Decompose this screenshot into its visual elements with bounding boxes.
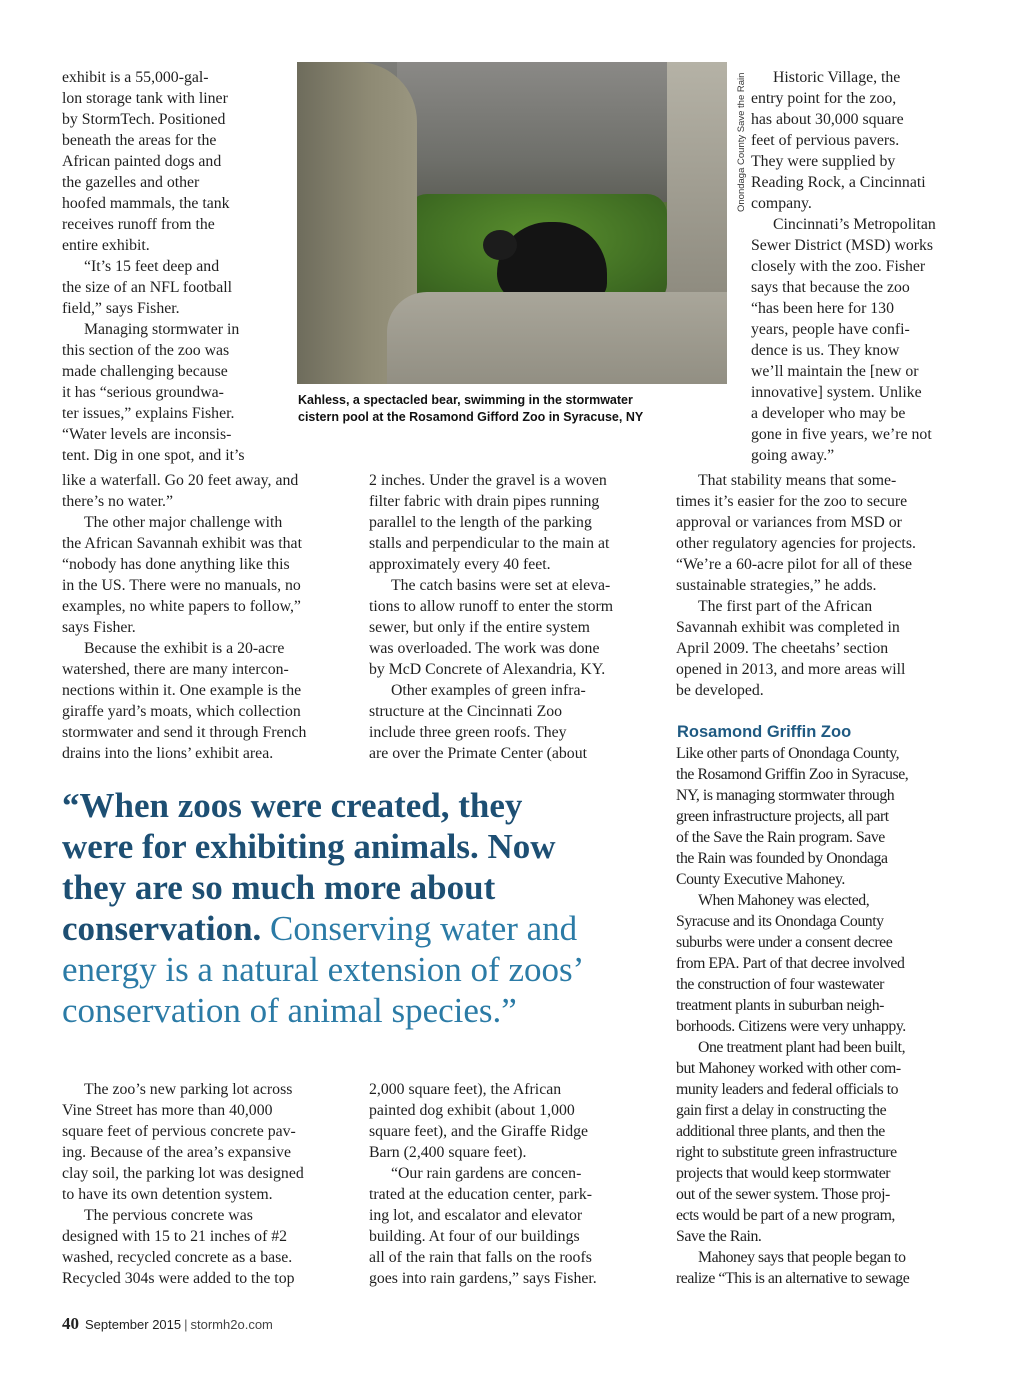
text-line: Savannah exhibit was completed in xyxy=(676,619,900,636)
text-line: made challenging because xyxy=(62,363,228,380)
text-line: ter issues,” explains Fisher. xyxy=(62,405,235,422)
section-heading: Rosamond Griffin Zoo xyxy=(677,723,852,741)
text-line: out of the sewer system. Those proj- xyxy=(676,1186,890,1203)
text-line: opened in 2013, and more areas will xyxy=(676,661,906,678)
text-line: a developer who may be xyxy=(751,405,906,422)
text-line: says that because the zoo xyxy=(751,279,910,296)
pull-quote-line: were for exhibiting animals. Now xyxy=(62,827,556,866)
text-line: stormwater and send it through French xyxy=(62,724,307,741)
photo-caption xyxy=(298,392,643,426)
text-line: designed with 15 to 21 inches of #2 xyxy=(62,1228,288,1245)
text-line: this section of the zoo was xyxy=(62,342,230,359)
text-line: company. xyxy=(751,195,812,212)
footer-separator: | xyxy=(184,1317,188,1332)
caption-line: Kahless, a spectacled bear, swimming in the stormwater xyxy=(298,393,633,407)
text-line: Cincinnati’s Metropolitan xyxy=(773,216,936,233)
text-line: innovative] system. Unlike xyxy=(751,384,922,401)
text-line: Like other parts of Onondaga County, xyxy=(676,745,900,762)
text-line: like a waterfall. Go 20 feet away, and xyxy=(62,472,299,489)
text-line: The catch basins were set at eleva- xyxy=(391,577,611,594)
text-line: approval or variances from MSD or xyxy=(676,514,902,531)
text-line: Historic Village, the xyxy=(773,69,901,86)
bear-photo xyxy=(297,62,727,384)
text-line: They were supplied by xyxy=(751,153,896,170)
text-line: it has “serious groundwa- xyxy=(62,384,224,401)
text-line: green infrastructure projects, all part xyxy=(676,808,889,825)
text-line: suburbs were under a consent decree xyxy=(676,934,893,951)
text-line: “We’re a 60-acre pilot for all of these xyxy=(676,556,912,573)
text-line: there’s no water.” xyxy=(62,493,173,510)
text-line: 2,000 square feet), the African xyxy=(369,1081,562,1098)
text-line: borhoods. Citizens were very unhappy. xyxy=(676,1018,906,1035)
text-line: ing lot, and escalator and elevator xyxy=(369,1207,583,1224)
text-line: sewer, but only if the entire system xyxy=(369,619,590,636)
text-line: tions to allow runoff to enter the storm xyxy=(369,598,614,615)
text-line: times it’s easier for the zoo to secure xyxy=(676,493,908,510)
text-line: examples, no white papers to follow,” xyxy=(62,598,301,615)
text-line: “has been here for 130 xyxy=(751,300,894,317)
text-line: “nobody has done anything like this xyxy=(62,556,290,573)
pull-quote-line: “When zoos were created, they xyxy=(62,786,523,825)
text-line: the size of an NFL football xyxy=(62,279,233,296)
text-line: clay soil, the parking lot was designed xyxy=(62,1165,304,1182)
text-line: right to substitute green infrastructure xyxy=(676,1144,897,1161)
text-line: That stability means that some- xyxy=(698,472,897,489)
text-line: are over the Primate Center (about xyxy=(369,745,587,762)
text-line: gone in five years, we’re not xyxy=(751,426,932,443)
text-line: Sewer District (MSD) works xyxy=(751,237,934,254)
text-line: the Rain was founded by Onondaga xyxy=(676,850,888,867)
text-line: nections within it. One example is the xyxy=(62,682,302,699)
pull-quote-line: conservation of animal species.” xyxy=(62,991,517,1030)
text-line: 2 inches. Under the gravel is a woven xyxy=(369,472,607,489)
text-line: trated at the education center, park- xyxy=(369,1186,593,1203)
text-line: closely with the zoo. Fisher xyxy=(751,258,926,275)
text-line: entry point for the zoo, xyxy=(751,90,897,107)
text-line: the construction of four wastewater xyxy=(676,976,884,993)
text-line: Barn (2,400 square feet). xyxy=(369,1144,527,1161)
text-line: watershed, there are many intercon- xyxy=(62,661,289,678)
text-line: drains into the lions’ exhibit area. xyxy=(62,745,274,762)
text-line: County Executive Mahoney. xyxy=(676,871,845,888)
text-line: the gazelles and other xyxy=(62,174,200,191)
text-line: One treatment plant had been built, xyxy=(698,1039,906,1056)
text-line: entire exhibit. xyxy=(62,237,150,254)
text-line: hoofed mammals, the tank xyxy=(62,195,230,212)
text-line: Syracuse and its Onondaga County xyxy=(676,913,884,930)
text-line: square feet), and the Giraffe Ridge xyxy=(369,1123,589,1140)
website-link[interactable]: stormh2o.com xyxy=(190,1317,273,1332)
page-footer xyxy=(62,1314,273,1334)
text-line: to have its own detention system. xyxy=(62,1186,273,1203)
photo-stone-ledge xyxy=(387,292,727,384)
column-2-middle xyxy=(369,470,613,764)
column-1-middle xyxy=(62,470,306,764)
column-2-bottom xyxy=(369,1079,597,1289)
column-3-main xyxy=(676,470,916,1289)
rosamond-section xyxy=(676,743,916,1289)
text-line: goes into rain gardens,” says Fisher. xyxy=(369,1270,597,1287)
text-line: stalls and perpendicular to the main at xyxy=(369,535,610,552)
text-line: all of the rain that falls on the roofs xyxy=(369,1249,592,1266)
text-line: The pervious concrete was xyxy=(84,1207,253,1224)
pull-quote-line: they are so much more about xyxy=(62,868,496,907)
text-line: Reading Rock, a Cincinnati xyxy=(751,174,926,191)
pull-quote-light-start: Conserving water and xyxy=(261,909,578,948)
text-line: The first part of the African xyxy=(698,598,873,615)
text-line: “Our rain gardens are concen- xyxy=(391,1165,582,1182)
text-line: Vine Street has more than 40,000 xyxy=(62,1102,273,1119)
text-line: When Mahoney was elected, xyxy=(698,892,870,909)
text-line: the Rosamond Griffin Zoo in Syracuse, xyxy=(676,766,909,783)
text-line: but Mahoney worked with other com- xyxy=(676,1060,901,1077)
text-line: “It’s 15 feet deep and xyxy=(84,258,220,275)
text-line: field,” says Fisher. xyxy=(62,300,180,317)
text-line: parallel to the length of the parking xyxy=(369,514,592,531)
text-line: projects that would keep stormwater xyxy=(676,1165,891,1182)
pull-quote-line xyxy=(62,908,662,949)
photo-rock-right xyxy=(667,62,727,292)
text-line: years, people have confi- xyxy=(751,321,910,338)
text-line: says Fisher. xyxy=(62,619,136,636)
photo-credit: Onondaga County Save the Rain xyxy=(736,72,747,212)
text-line: ing. Because of the area’s expansive xyxy=(62,1144,291,1161)
caption-line: cistern pool at the Rosamond Gifford Zoo in Syracuse, NY xyxy=(298,410,644,424)
text-line: “Water levels are inconsis- xyxy=(62,426,232,443)
photo-bear-head xyxy=(483,230,517,260)
text-line: by StormTech. Positioned xyxy=(62,111,226,128)
text-line: was overloaded. The work was done xyxy=(369,640,600,657)
text-line: has about 30,000 square xyxy=(751,111,904,128)
text-line: Save the Rain. xyxy=(676,1228,762,1245)
text-line: Other examples of green infra- xyxy=(391,682,586,699)
text-line: going away.” xyxy=(751,447,835,464)
text-line: painted dog exhibit (about 1,000 xyxy=(369,1102,575,1119)
text-line: beneath the areas for the xyxy=(62,132,217,149)
text-line: gain first a delay in constructing the xyxy=(676,1102,887,1119)
text-line: Because the exhibit is a 20-acre xyxy=(84,640,285,657)
text-line: dence is us. They know xyxy=(751,342,900,359)
text-line: munity leaders and federal officials to xyxy=(676,1081,899,1098)
text-line: April 2009. The cheetahs’ section xyxy=(676,640,889,657)
text-line: The zoo’s new parking lot across xyxy=(84,1081,293,1098)
pull-quote-bold-end: conservation. xyxy=(62,909,262,948)
text-line: ects would be part of a new program, xyxy=(676,1207,895,1224)
text-line: structure at the Cincinnati Zoo xyxy=(369,703,563,720)
text-line: from EPA. Part of that decree involved xyxy=(676,955,905,972)
text-line: include three green roofs. They xyxy=(369,724,567,741)
pull-quote xyxy=(62,785,662,1031)
text-line: other regulatory agencies for projects. xyxy=(676,535,916,552)
text-line: filter fabric with drain pipes running xyxy=(369,493,600,510)
text-line: square feet of pervious concrete pav- xyxy=(62,1123,296,1140)
text-line: the African Savannah exhibit was that xyxy=(62,535,302,552)
text-line: sustainable strategies,” he adds. xyxy=(676,577,877,594)
column-3-top xyxy=(751,67,936,466)
text-line: giraffe yard’s moats, which collection xyxy=(62,703,301,720)
text-line: be developed. xyxy=(676,682,764,699)
text-line: exhibit is a 55,000-gal- xyxy=(62,69,209,86)
text-line: in the US. There were no manuals, no xyxy=(62,577,301,594)
text-line: treatment plants in suburban neigh- xyxy=(676,997,884,1014)
page-number: 40 xyxy=(62,1314,79,1333)
text-line: African painted dogs and xyxy=(62,153,222,170)
text-line: receives runoff from the xyxy=(62,216,215,233)
column-1-top xyxy=(62,67,245,466)
paragraph-spacer xyxy=(676,701,916,722)
text-line: NY, is managing stormwater through xyxy=(676,787,895,804)
issue-date: September 2015 xyxy=(85,1317,182,1332)
text-line: by McD Concrete of Alexandria, KY. xyxy=(369,661,606,678)
text-line: Recycled 304s were added to the top xyxy=(62,1270,295,1287)
text-line: building. At four of our buildings xyxy=(369,1228,580,1245)
text-line: of the Save the Rain program. Save xyxy=(676,829,885,846)
text-line: lon storage tank with liner xyxy=(62,90,228,107)
text-line: additional three plants, and then the xyxy=(676,1123,885,1140)
text-line: washed, recycled concrete as a base. xyxy=(62,1249,293,1266)
text-line: we’ll maintain the [new or xyxy=(751,363,919,380)
text-line: The other major challenge with xyxy=(84,514,283,531)
text-line: feet of pervious pavers. xyxy=(751,132,900,149)
text-line: Mahoney says that people began to xyxy=(698,1249,906,1266)
text-line: Managing stormwater in xyxy=(84,321,240,338)
column-1-bottom xyxy=(62,1079,304,1289)
text-line: approximately every 40 feet. xyxy=(369,556,551,573)
text-line: realize “This is an alternative to sewage xyxy=(676,1270,910,1287)
text-line: tent. Dig in one spot, and it’s xyxy=(62,447,245,464)
pull-quote-line: energy is a natural extension of zoos’ xyxy=(62,950,585,989)
